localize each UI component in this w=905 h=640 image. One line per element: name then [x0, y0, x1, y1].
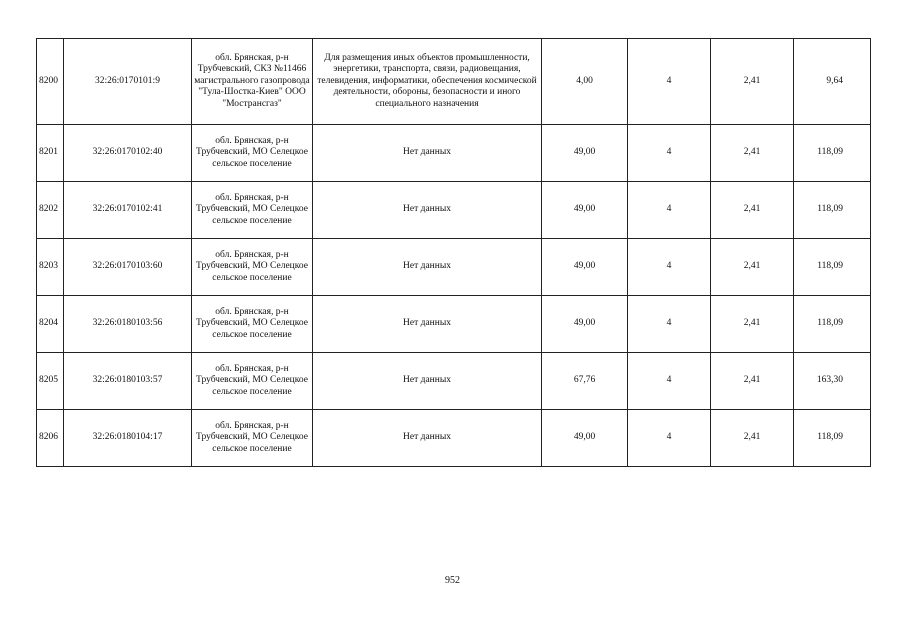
cost-cell: 118,09	[794, 239, 871, 296]
usage-cell: Нет данных	[313, 182, 542, 239]
area-cell: 49,00	[542, 239, 628, 296]
table-row	[37, 410, 871, 467]
table-row	[37, 353, 871, 410]
table-row	[37, 296, 871, 353]
area-cell: 4,00	[542, 39, 628, 125]
table-row	[37, 125, 871, 182]
group-cell: 4	[628, 410, 711, 467]
cadastral-number: 32:26:0180103:56	[64, 296, 192, 353]
address-cell: обл. Брянская, р-н Трубчевский, МО Селецкое сельское поселение	[192, 182, 313, 239]
rate-cell: 2,41	[711, 239, 794, 296]
cadastral-number: 32:26:0170102:40	[64, 125, 192, 182]
row-number: 8203	[37, 239, 64, 296]
group-cell: 4	[628, 39, 711, 125]
usage-cell: Для размещения иных объектов промышленности, энергетики, транспорта, связи, радиовещания, телевидения, информатики, обеспечения космической деятельности, обороны, безопасности и иного специального назначения	[313, 39, 542, 125]
area-cell: 49,00	[542, 182, 628, 239]
usage-cell: Нет данных	[313, 125, 542, 182]
row-number: 8202	[37, 182, 64, 239]
address-cell: обл. Брянская, р-н Трубчевский, МО Селецкое сельское поселение	[192, 125, 313, 182]
cadastral-number: 32:26:0170102:41	[64, 182, 192, 239]
rate-cell: 2,41	[711, 353, 794, 410]
table-row	[37, 239, 871, 296]
usage-cell: Нет данных	[313, 239, 542, 296]
land-plots-table	[36, 38, 871, 467]
group-cell: 4	[628, 125, 711, 182]
table-row	[37, 39, 871, 125]
address-cell: обл. Брянская, р-н Трубчевский, МО Селецкое сельское поселение	[192, 410, 313, 467]
address-cell: обл. Брянская, р-н Трубчевский, МО Селецкое сельское поселение	[192, 353, 313, 410]
row-number: 8206	[37, 410, 64, 467]
group-cell: 4	[628, 182, 711, 239]
area-cell: 67,76	[542, 353, 628, 410]
cost-cell: 118,09	[794, 296, 871, 353]
row-number: 8205	[37, 353, 64, 410]
usage-cell: Нет данных	[313, 296, 542, 353]
group-cell: 4	[628, 296, 711, 353]
cost-cell: 163,30	[794, 353, 871, 410]
cadastral-number: 32:26:0180104:17	[64, 410, 192, 467]
area-cell: 49,00	[542, 410, 628, 467]
cadastral-number: 32:26:0180103:57	[64, 353, 192, 410]
row-number: 8200	[37, 39, 64, 125]
cost-cell: 118,09	[794, 410, 871, 467]
cadastral-number: 32:26:0170101:9	[64, 39, 192, 125]
cost-cell: 118,09	[794, 182, 871, 239]
usage-cell: Нет данных	[313, 353, 542, 410]
rate-cell: 2,41	[711, 39, 794, 125]
area-cell: 49,00	[542, 125, 628, 182]
address-cell: обл. Брянская, р-н Трубчевский, СКЗ №11466 магистрального газопровода "Тула-Шостка-Киев" ООО "Мострансгаз"	[192, 39, 313, 125]
cadastral-number: 32:26:0170103:60	[64, 239, 192, 296]
group-cell: 4	[628, 239, 711, 296]
cost-cell: 9,64	[794, 39, 871, 125]
rate-cell: 2,41	[711, 125, 794, 182]
row-number: 8201	[37, 125, 64, 182]
rate-cell: 2,41	[711, 296, 794, 353]
rate-cell: 2,41	[711, 410, 794, 467]
usage-cell: Нет данных	[313, 410, 542, 467]
address-cell: обл. Брянская, р-н Трубчевский, МО Селецкое сельское поселение	[192, 296, 313, 353]
page-number: 952	[445, 575, 460, 586]
rate-cell: 2,41	[711, 182, 794, 239]
table-row	[37, 182, 871, 239]
area-cell: 49,00	[542, 296, 628, 353]
cost-cell: 118,09	[794, 125, 871, 182]
row-number: 8204	[37, 296, 64, 353]
group-cell: 4	[628, 353, 711, 410]
address-cell: обл. Брянская, р-н Трубчевский, МО Селецкое сельское поселение	[192, 239, 313, 296]
table-body	[37, 39, 871, 467]
